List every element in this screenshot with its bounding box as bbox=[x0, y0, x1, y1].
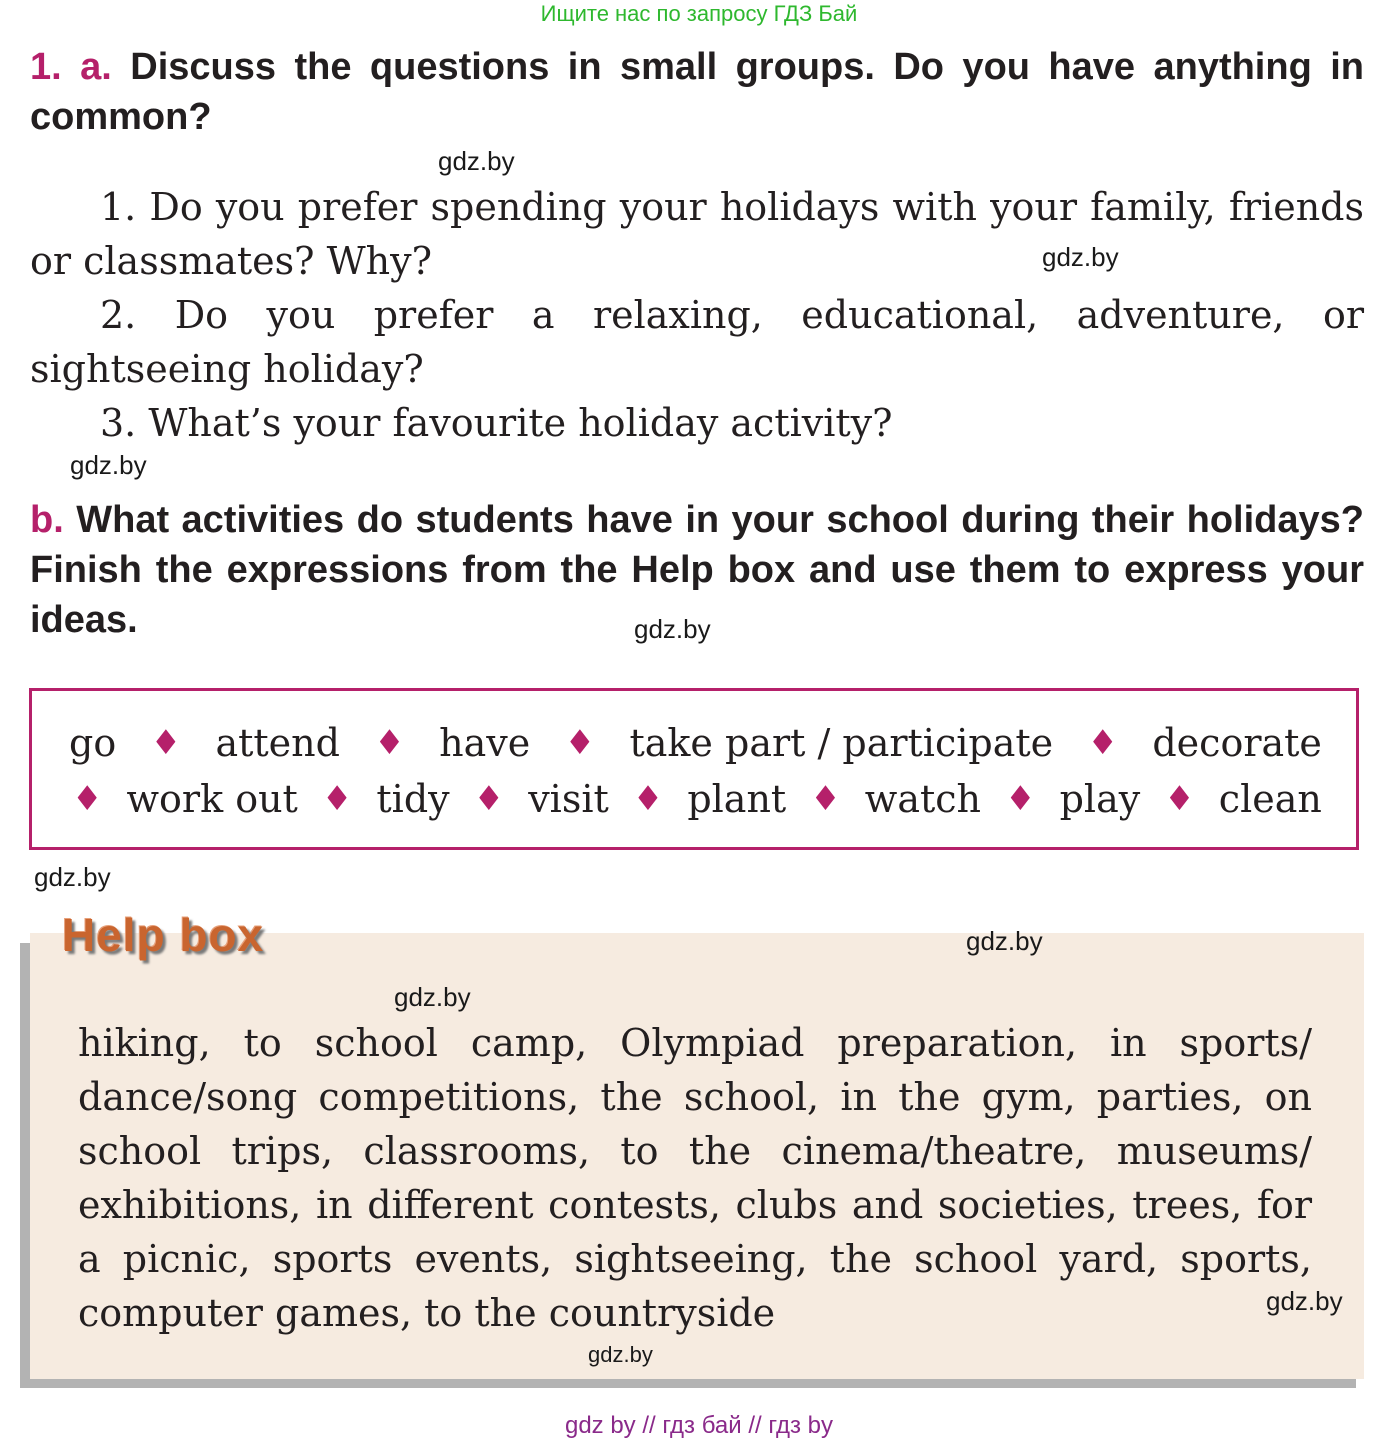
word: work out bbox=[126, 777, 298, 821]
word: clean bbox=[1218, 777, 1322, 821]
part-a-letter: a. bbox=[80, 46, 112, 88]
word: decorate bbox=[1152, 721, 1322, 765]
diamond-icon: ♦ bbox=[632, 779, 664, 819]
word: take part / participate bbox=[629, 721, 1054, 765]
watermark: gdz.by bbox=[588, 1342, 653, 1367]
question-3 bbox=[30, 396, 1364, 450]
diamond-icon: ♦ bbox=[810, 779, 841, 819]
word-box bbox=[29, 688, 1359, 850]
help-box-title: Help box bbox=[62, 909, 265, 961]
diamond-icon: ♦ bbox=[473, 779, 505, 819]
question-3-text: 3. What’s your favourite holiday activity? bbox=[100, 401, 893, 445]
watermark: gdz.by bbox=[438, 146, 515, 176]
word-line-1 bbox=[32, 721, 1356, 765]
diamond-icon: ♦ bbox=[1087, 723, 1118, 763]
question-1-text: 1. Do you prefer spending your holidays with your family, friends or classmates? Why? bbox=[30, 185, 1364, 283]
word: play bbox=[1059, 777, 1141, 821]
diamond-icon: ♦ bbox=[321, 779, 353, 819]
exercise-number: 1. bbox=[30, 46, 62, 88]
watermark: gdz.by bbox=[70, 450, 147, 480]
diamond-icon: ♦ bbox=[1005, 779, 1036, 819]
watermark: gdz.by bbox=[1042, 242, 1119, 272]
word: watch bbox=[864, 777, 982, 821]
watermark: gdz.by bbox=[966, 926, 1043, 956]
word-line-2 bbox=[32, 777, 1356, 821]
diamond-icon: ♦ bbox=[150, 723, 182, 763]
diamond-icon: ♦ bbox=[72, 779, 103, 819]
diamond-icon: ♦ bbox=[564, 723, 596, 763]
watermark: gdz.by bbox=[634, 614, 711, 644]
footer: gdz by // гдз бай // гдз by bbox=[564, 1412, 834, 1439]
word: go bbox=[69, 721, 117, 765]
part-a-heading: Discuss the questions in small groups. Do you have anything in common? bbox=[30, 46, 1364, 138]
question-1 bbox=[30, 180, 1364, 288]
word: tidy bbox=[376, 777, 450, 821]
question-2-text: 2. Do you prefer a relaxing, educational, adventure, or sightseeing holiday? bbox=[30, 293, 1364, 391]
word: plant bbox=[687, 777, 787, 821]
watermark: gdz.by bbox=[34, 862, 111, 892]
part-b-letter: b. bbox=[30, 499, 64, 541]
part-b-heading: What activities do students have in your school during their holidays? Finish the expressions from the Help box and use them to express your ideas. bbox=[30, 499, 1364, 641]
watermark: gdz.by bbox=[1266, 1286, 1343, 1316]
watermark: gdz.by bbox=[394, 982, 471, 1012]
diamond-icon: ♦ bbox=[1164, 779, 1195, 819]
top-banner: Ищите нас по запросу ГДЗ Бай bbox=[540, 1, 858, 26]
help-box-text: hiking, to school camp, Olympiad preparation, in sports/ dance/song competitions, the school, in the gym, parties, on school trips, classrooms, to the cinema/theatre, museums/ exhibitions, in different contests, clubs and societies, trees, for a picnic, sports events, sightseeing, the school yard, sports, computer games, to the countryside bbox=[78, 1021, 1312, 1335]
word: attend bbox=[215, 721, 340, 765]
diamond-icon: ♦ bbox=[374, 723, 405, 763]
question-2 bbox=[30, 288, 1364, 396]
word: visit bbox=[528, 777, 609, 821]
word: have bbox=[439, 721, 531, 765]
exercise-heading-a bbox=[30, 42, 1364, 142]
